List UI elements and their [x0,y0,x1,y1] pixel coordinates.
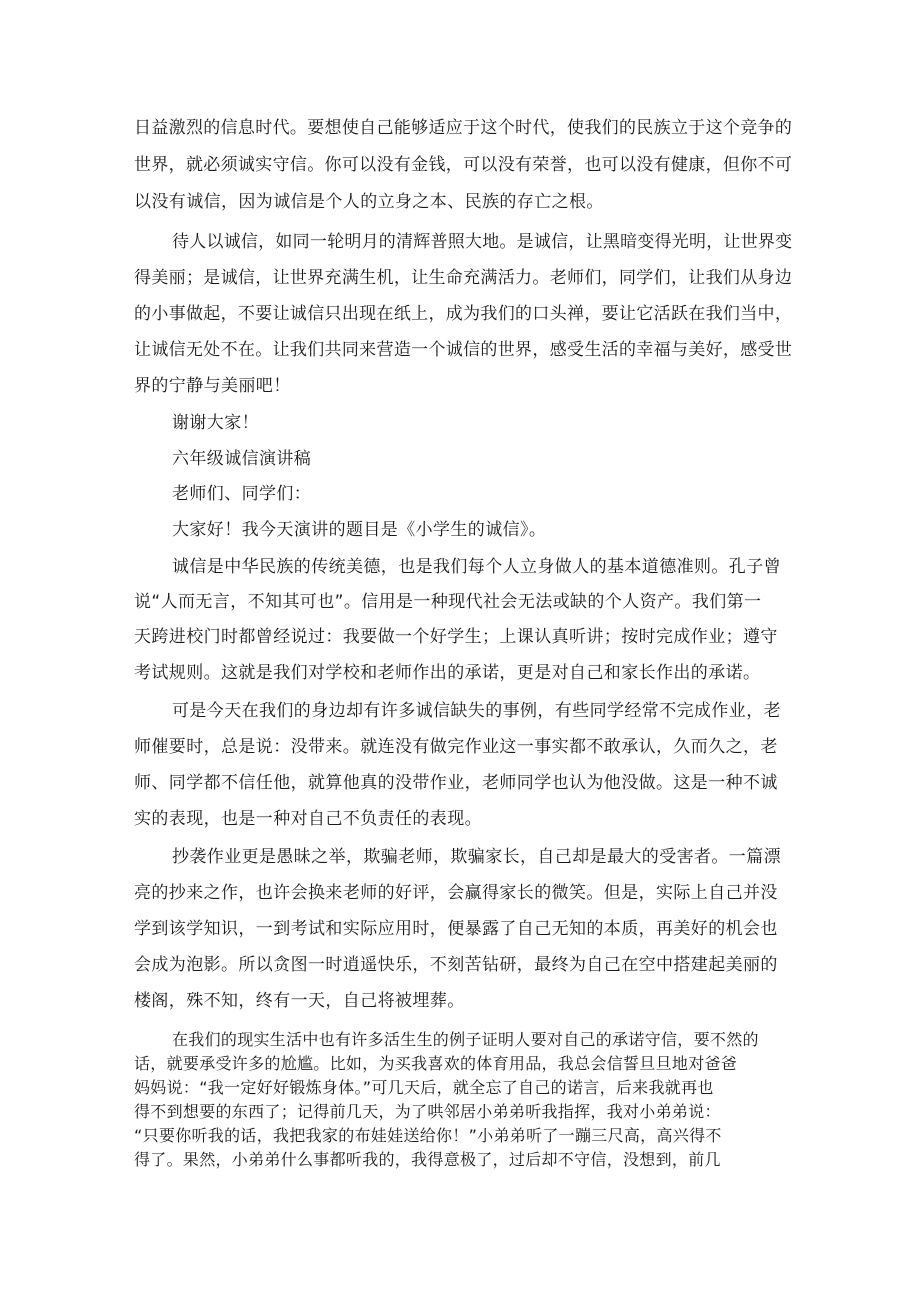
text-line: 妈妈说：“我一定好好锻炼身体。”可几天后，就全忘了自己的诺言，后来我就再也 [134,1078,714,1097]
text-line: 师催要时，总是说：没带来。就连没有做完作业这一事实都不敢承认，久而久之，老 [134,737,778,757]
text-line: 亮的抄来之作，也许会换来老师的好评，会赢得家长的微笑。但是，实际上自己并没 [134,883,778,903]
text-line: 抄袭作业更是愚昧之举，欺骗老师，欺骗家长，自己却是最大的受害者。一篇漂 [172,847,781,867]
salutation: 老师们、同学们： [172,484,312,504]
text-line: 师、同学都不信任他，就算他真的没带作业，老师同学也认为他没做。这是一种不诚 [134,773,778,793]
text-line: 得美丽；是诚信，让世界充满生机，让生命充满活力。老师们，同学们，让我们从身边 [134,268,793,288]
text-line: 可是今天在我们的身边却有许多诚信缺失的事例，有些同学经常不完成作业，老 [172,701,781,721]
text-line: 话，就要承受许多的尬尴。比如，为买我喜欢的体育用品，我总会信誓旦旦地对爸爸 [134,1054,738,1073]
text-line: 待人以诚信，如同一轮明月的清辉普照大地。是诚信，让黑暗变得光明，让世界变 [172,232,793,252]
text-line: 天跨进校门时都曾经说过：我要做一个好学生；上课认真听讲；按时完成作业；遵守 [134,627,778,647]
text-line: 在我们的现实生活中也有许多活生生的例子证明人要对自己的承诺守信，要不然的 [172,1030,759,1049]
text-line: 界的宁静与美丽吧！ [134,376,291,396]
text-line: 得不到想要的东西了；记得前几天，为了哄邻居小弟弟听我指挥，我对小弟弟说： [134,1102,721,1121]
text-line: 得了。果然，小弟弟什么事都听我的，我得意极了，过后却不守信，没想到，前几 [134,1150,721,1169]
text-line: 学到该学知识，一到考试和实际应用时，便暴露了自己无知的本质，再美好的机会也 [134,919,778,939]
text-line: 世界，就必须诚实守信。你可以没有金钱，可以没有荣誉，也可以没有健康，但你不可 [134,155,793,175]
text-line: 实的表现，也是一种对自己不负责任的表现。 [134,809,482,829]
text-line: “只要你听我的话，我把我家的布娃娃送给你！”小弟弟听了一蹦三尺高，高兴得不 [134,1126,722,1145]
speech-title: 六年级诚信演讲稿 [172,449,312,469]
text-line: 会成为泡影。所以贪图一时逍遥快乐，不刻苦钻研，最终为自己在空中搭建起美丽的 [134,955,778,975]
text-line: 诚信是中华民族的传统美德，也是我们每个人立身做人的基本道德准则。孔子曾 [172,557,781,577]
text-line: 以没有诚信，因为诚信是个人的立身之本、民族的存亡之根。 [134,192,604,212]
text-line: 大家好！我今天演讲的题目是《小学生的诚信》。 [172,520,547,540]
text-line: 楼阁，殊不知，终有一天，自己将被埋葬。 [134,991,465,1011]
text-line: 让诚信无处不在。让我们共同来营造一个诚信的世界，感受生活的幸福与美好，感受世 [134,340,793,360]
text-line: 考试规则。这就是我们对学校和老师作出的承诺，更是对自己和家长作出的承诺。 [134,663,761,683]
text-line: 日益激烈的信息时代。要想使自己能够适应于这个时代，使我们的民族立于这个竞争的 [134,118,793,138]
text-line: 的小事做起，不要让诚信只出现在纸上，成为我们的口头禅，要让它活跃在我们当中， [134,304,793,324]
text-line: 说“人而无言，不知其可也”。信用是一种现代社会无法或缺的个人资产。我们第一 [134,592,762,612]
text-line: 谢谢大家！ [172,413,259,433]
